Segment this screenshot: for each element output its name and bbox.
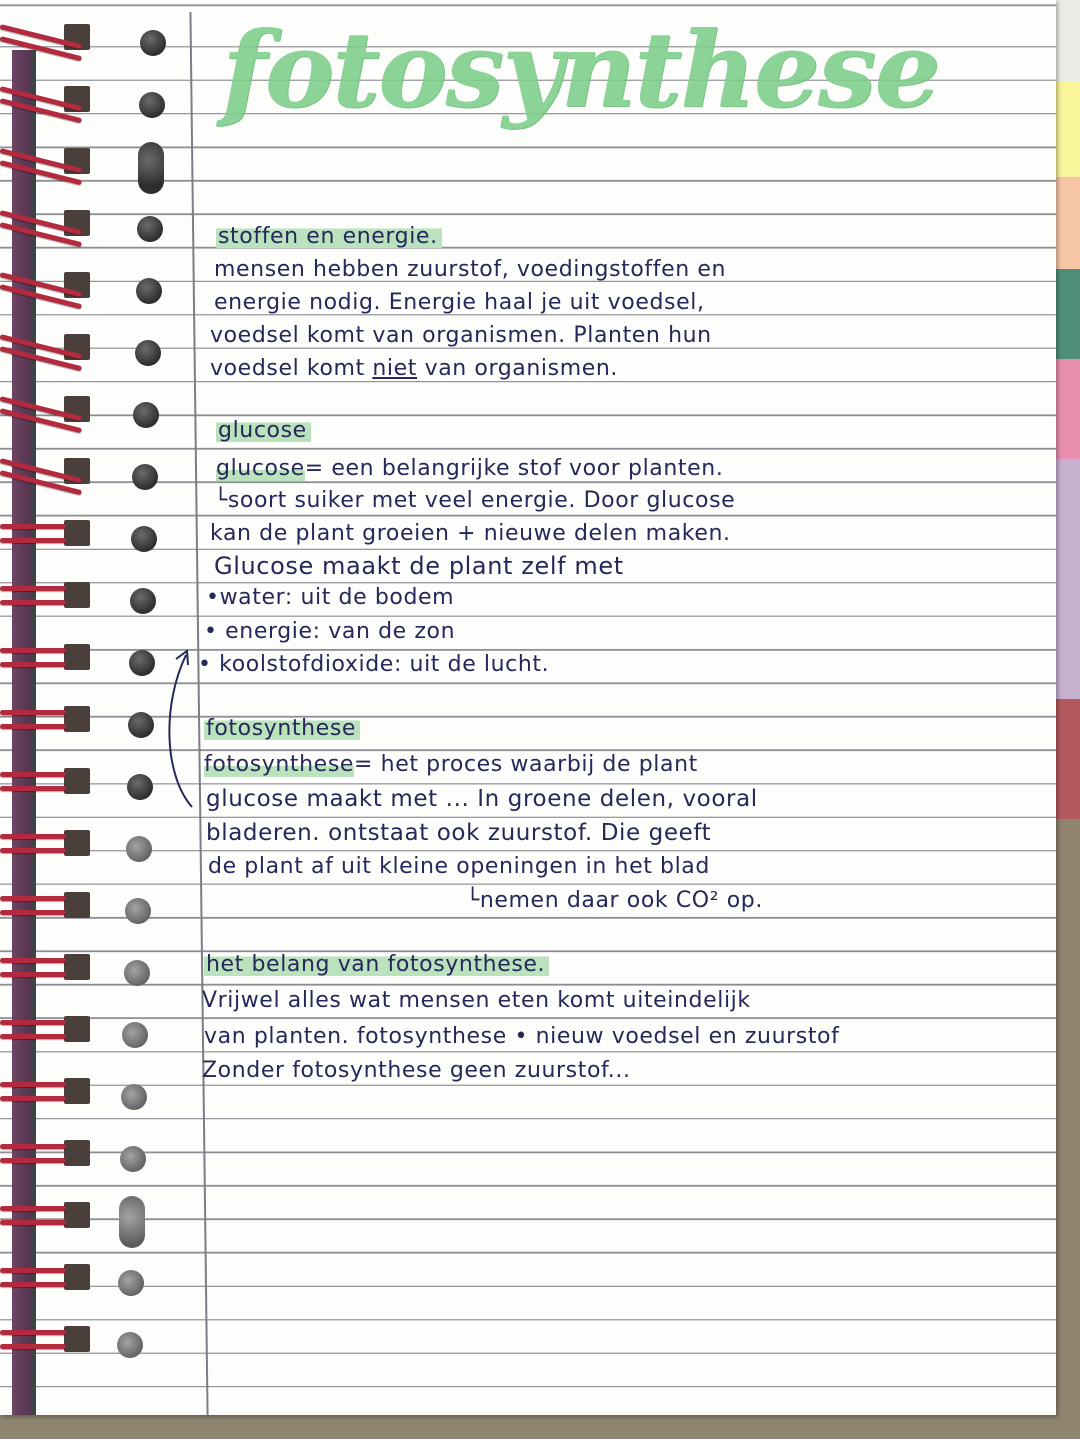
text-line: Glucose maakt de plant zelf met (214, 552, 624, 580)
emphasis-niet: niet (372, 356, 417, 381)
list-item: • koolstofdioxide: uit de lucht. (198, 652, 550, 677)
spiral-coil (0, 392, 92, 432)
spiral-coil (0, 330, 92, 370)
text-line: van planten. fotosynthese • nieuw voedsel en zuurstof (204, 1024, 840, 1049)
punch-hole (137, 216, 163, 242)
text-line: energie nodig. Energie haal je uit voedsel, (214, 290, 705, 315)
text-line: voedsel komt van organismen. Planten hun (210, 323, 712, 348)
spiral-coil (0, 20, 92, 60)
punch-hole (121, 1084, 147, 1110)
list-item: •water: uit de bodem (206, 585, 455, 610)
punch-hole (138, 142, 164, 194)
text-line: de plant af uit kleine openingen in het blad (208, 854, 710, 879)
section-heading-fotosynthese: fotosynthese (204, 716, 360, 741)
punch-hole (133, 402, 159, 428)
punch-hole (126, 836, 152, 862)
text-line: bladeren. ontstaat ook zuurstof. Die geeft (206, 820, 712, 846)
curved-arrow-icon (160, 645, 210, 815)
punch-hole (124, 960, 150, 986)
spiral-coil (0, 702, 92, 742)
punch-hole (119, 1196, 145, 1248)
spiral-coil (0, 826, 92, 866)
definition-line: fotosynthese= het proces waarbij de plant (204, 752, 698, 777)
text-line: Vrijwel alles wat mensen eten komt uiteindelijk (202, 988, 751, 1013)
punch-hole (120, 1146, 146, 1172)
punch-hole (131, 526, 157, 552)
section-heading-glucose: glucose (216, 418, 311, 443)
defined-term: fotosynthese (204, 752, 355, 777)
punch-hole (125, 898, 151, 924)
spiral-coil (0, 950, 92, 990)
punch-hole (118, 1270, 144, 1296)
text-line: voedsel komt niet van organismen. (210, 356, 618, 381)
punch-hole (130, 588, 156, 614)
definition-line: glucose= een belangrijke stof voor planten. (216, 456, 724, 481)
text-line: └soort suiker met veel energie. Door glucose (214, 488, 736, 513)
defined-term: glucose (216, 456, 305, 481)
text-line: Zonder fotosynthese geen zuurstof... (202, 1058, 631, 1083)
punch-hole (127, 774, 153, 800)
spiral-coil (0, 640, 92, 680)
section-heading-belang-fotosynthese: het belang van fotosynthese. (204, 952, 549, 977)
punch-hole (139, 92, 165, 118)
spiral-coil (0, 144, 92, 184)
punch-hole (136, 278, 162, 304)
list-item: • energie: van de zon (204, 619, 456, 644)
punch-hole (117, 1332, 143, 1358)
spiral-coil (0, 1012, 92, 1052)
spiral-coil (0, 82, 92, 122)
spiral-coil (0, 888, 92, 928)
text-line: mensen hebben zuurstof, voedingstoffen en (214, 257, 727, 282)
punch-hole (135, 340, 161, 366)
punch-hole (132, 464, 158, 490)
spiral-coil (0, 516, 92, 556)
punch-hole (129, 650, 155, 676)
spiral-coil (0, 578, 92, 618)
spiral-coil (0, 1136, 92, 1176)
spiral-coil (0, 1322, 92, 1362)
punch-hole (128, 712, 154, 738)
spiral-coil (0, 1198, 92, 1238)
punch-hole (122, 1022, 148, 1048)
spiral-coil (0, 1074, 92, 1114)
spiral-coil (0, 454, 92, 494)
text-line: glucose maakt met ... In groene delen, vooral (206, 786, 758, 812)
text-line: kan de plant groeien + nieuwe delen maken. (210, 521, 731, 546)
section-heading-stoffen-en-energie: stoffen en energie. (216, 224, 442, 249)
spiral-coil (0, 764, 92, 804)
spiral-coil (0, 268, 92, 308)
page-title: fotosynthese (222, 8, 939, 131)
text-line: └nemen daar ook CO² op. (466, 888, 763, 913)
spiral-coil (0, 206, 92, 246)
spiral-coil (0, 1260, 92, 1300)
punch-hole (140, 30, 166, 56)
